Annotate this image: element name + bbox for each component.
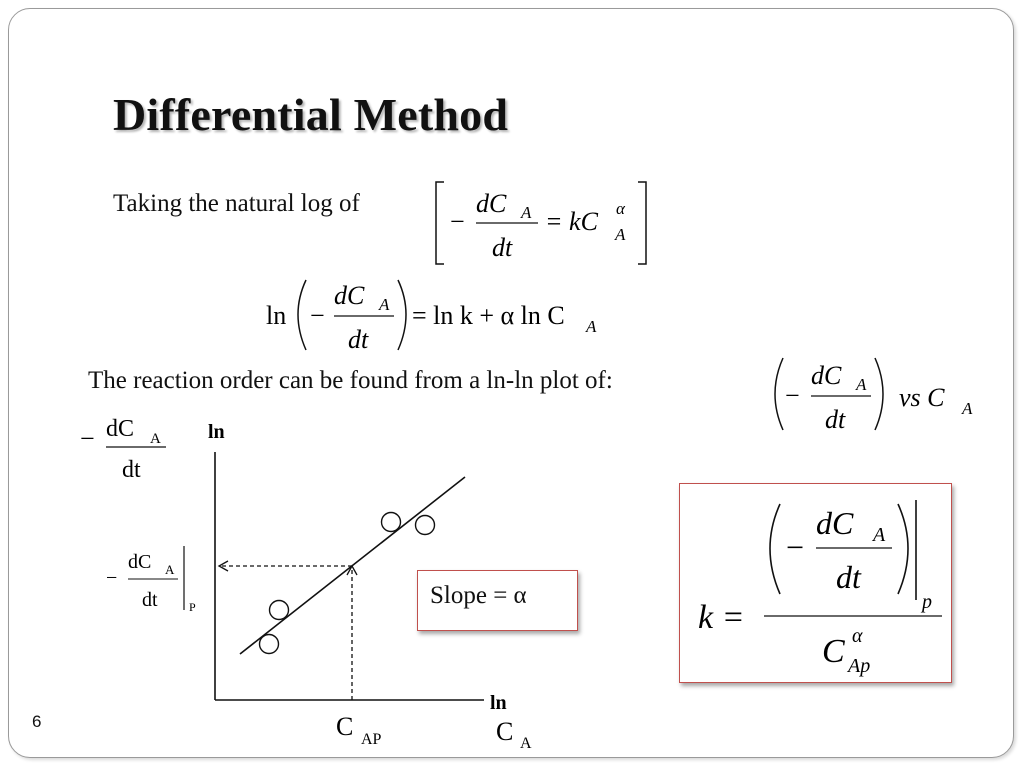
rhs: = kC [545,207,598,236]
svg-text:A: A [165,562,175,577]
slope-box [417,570,578,631]
k-equals: k = [698,599,745,636]
numerator: dC [476,189,507,218]
denominator: dt [348,325,369,354]
rhs-sup: α [616,199,625,218]
numerator-sub: A [873,524,886,546]
y-point-label [106,546,196,614]
x-point-label [336,712,382,748]
svg-text:−: − [80,424,95,453]
svg-text:AP: AP [361,731,382,748]
data-point [260,635,279,654]
svg-text:dC: dC [128,551,152,573]
data-point [382,513,401,532]
C-term: C [822,633,845,670]
vs-sub: A [962,399,973,418]
minus-sign: − [786,529,805,565]
y-axis-label: ln [208,421,225,443]
denominator: dt [825,405,846,434]
rhs-sub: A [586,317,597,336]
slide-number: 6 [32,712,42,731]
data-point [270,601,289,620]
svg-text:dt: dt [122,457,141,483]
denominator: dt [836,559,861,595]
numerator-sub: A [856,375,867,394]
y-quantity-label [80,416,166,483]
numerator: dC [334,281,365,310]
ln-text: ln [266,301,287,330]
svg-text:−: − [106,567,118,589]
intro-text: Taking the natural log of [113,190,360,217]
plot-description-text: The reaction order can be found from a ln-ln plot of: [88,367,613,394]
C-sub: Ap [848,655,871,677]
minus-sign: − [785,381,800,410]
data-point [416,516,435,535]
vs-text: vs C [899,383,945,412]
svg-text:C: C [496,717,514,746]
minus-sign: − [450,207,465,236]
svg-text:C: C [336,712,354,741]
k-formula [680,484,953,684]
x-axis-label: ln [490,692,507,714]
numerator: dC [811,361,842,390]
C-sup: α [852,625,863,647]
denominator: dt [492,233,513,262]
x-quantity-label [496,717,532,752]
k-formula-box [679,483,952,683]
svg-text:dC: dC [106,416,135,442]
rhs: = ln k + α ln C [412,301,565,330]
slope-label: Slope = α [430,582,527,609]
svg-text:A: A [150,431,161,447]
numerator-sub: A [521,203,532,222]
slide-title: Differential Method [113,89,509,140]
minus-sign: − [310,301,325,330]
svg-text:dt: dt [142,589,158,611]
svg-text:P: P [189,600,196,614]
numerator: dC [816,505,854,541]
eval-sub: p [922,591,932,613]
rhs-sub: A [615,225,626,244]
svg-text:A: A [520,735,532,752]
numerator-sub: A [379,295,390,314]
